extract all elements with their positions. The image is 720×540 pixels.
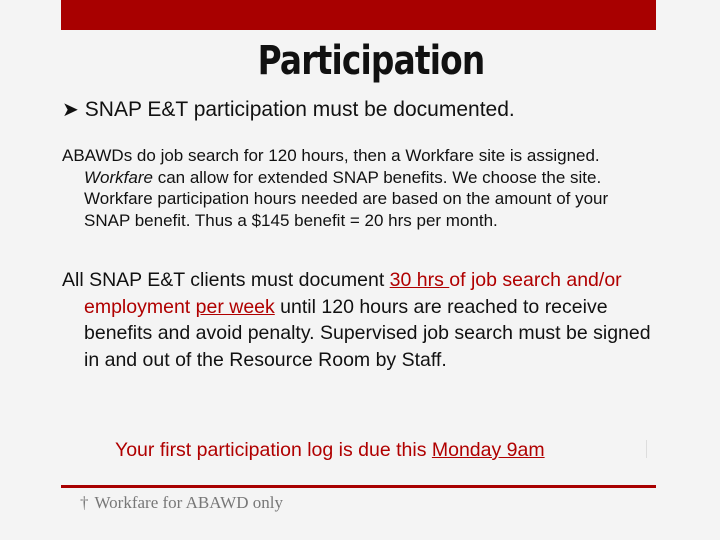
footer-divider — [61, 485, 656, 488]
log-notice-text: Your first participation log is due this — [115, 439, 432, 461]
arrow-right-bullet-icon: ➤ — [62, 99, 79, 121]
footnote-text: Workfare for ABAWD only — [94, 493, 283, 512]
divider-mark — [646, 440, 647, 458]
bullet-point — [62, 97, 515, 122]
workfare-italic: Workfare — [84, 167, 153, 187]
clients-text-part2: of job search and/or employment — [84, 269, 622, 318]
footnote — [80, 493, 283, 513]
log-due-notice — [115, 439, 545, 462]
clients-text-part3: until 120 hours are reached to receive benefits and avoid penalty. Supervised job search must be signed in and out of the Resource Room by Staff. — [84, 295, 651, 371]
dagger-symbol: † — [80, 493, 89, 512]
abawd-paragraph — [62, 145, 652, 231]
clients-text-part1: All SNAP E&T clients must document — [62, 269, 390, 291]
clients-paragraph — [62, 267, 652, 373]
abawd-text-part2: can allow for extended SNAP benefits. We choose the site. Workfare participation hours needed are based on the amount of your SNAP benefit. Thus a $145 benefit = 20 hrs per month. — [84, 167, 609, 230]
log-due-day: Monday 9am — [431, 439, 545, 461]
bullet-text: SNAP E&T participation must be documented. — [84, 98, 515, 121]
hours-highlight: 30 hrs — [389, 269, 450, 291]
per-week-highlight: per week — [195, 295, 275, 318]
slide-title: Participation — [257, 38, 485, 84]
abawd-text-part1: ABAWDs do job search for 120 hours, then a Workfare site is assigned. — [62, 146, 600, 165]
top-accent-bar — [61, 0, 656, 30]
